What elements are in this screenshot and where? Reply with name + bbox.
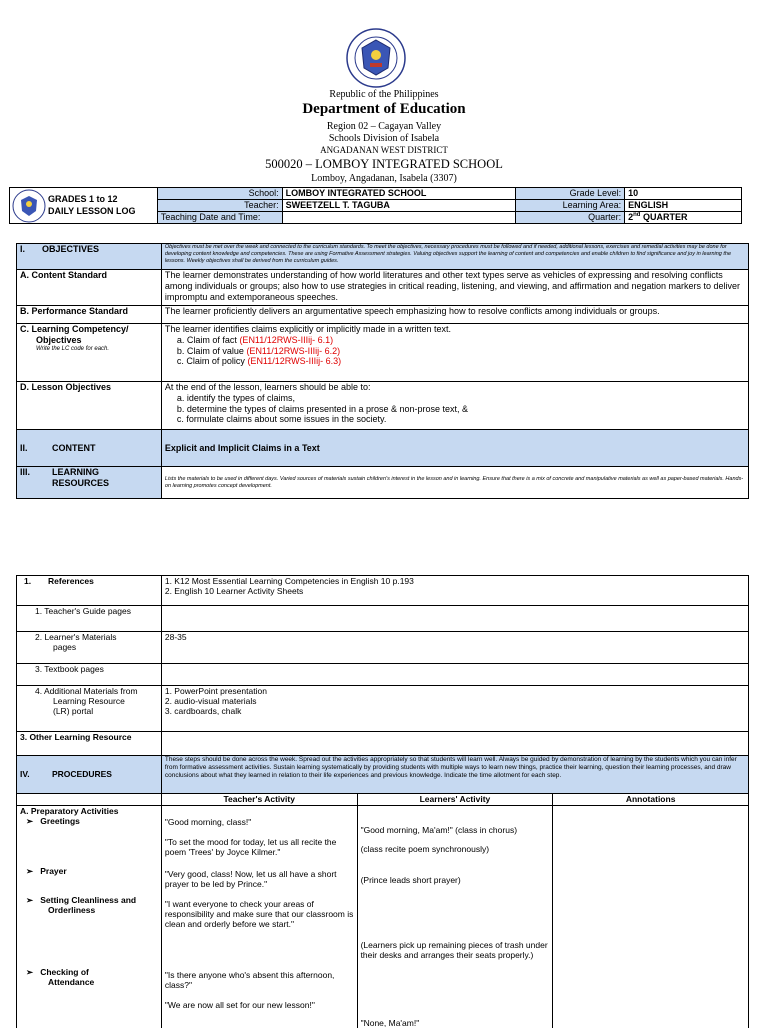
deped-seal-small-icon <box>12 189 46 223</box>
textbook-pages-value <box>161 664 748 686</box>
republic-line: Republic of the Philippines <box>0 89 768 100</box>
attendance-label: Checking of <box>40 967 89 977</box>
learner-poem-response: (class recite poem synchronously) <box>361 844 550 854</box>
cleanliness-step <box>20 895 158 905</box>
quarter-label: Quarter: <box>516 212 625 224</box>
dll-label: DAILY LESSON LOG <box>48 206 136 217</box>
resources-note: Lists the materials to be used in different days. Varied sources of materials sustain children's interest in the lesson and in learning. Ensure that there is a mix of concrete and manipulative materials as well as paper-based materials. Hands-on learning promotes concept development. <box>161 467 748 499</box>
procedures-label: PROCEDURES <box>52 769 112 779</box>
objectives-table <box>16 243 749 499</box>
claim-value-code: (EN11/12RWS-IIIij- 6.2) <box>246 346 340 356</box>
references-label: References <box>48 576 94 586</box>
attendance-step <box>20 967 158 977</box>
content-text: Explicit and Implicit Claims in a Text <box>161 430 748 467</box>
objectives-note: Objectives must be met over the week and connected to the curriculum standards. To meet the objectives, necessary procedures must be followed and if needed, additional lessons, exercises and remedial activities may be done for developing content knowledge and competencies. These are using Formative Assessment strategies. Valuing objectives support the learning of content and competencies and enable children to find significance and joy in learning the lessons. Weekly objectives shall be derived from the curriculum guides. <box>161 244 748 270</box>
objectives-heading <box>17 244 162 270</box>
region-line: Region 02 – Cagayan Valley <box>0 121 768 132</box>
arrow-bullet-icon: ➢ <box>26 866 33 876</box>
competency-text-cell <box>161 324 748 382</box>
teachers-guide-value <box>161 606 748 632</box>
cleanliness-label: Setting Cleanliness and <box>40 895 136 905</box>
grades-label: GRADES 1 to 12 <box>48 194 136 205</box>
info-table <box>9 187 742 224</box>
annotations-header: Annotations <box>553 794 749 806</box>
performance-standard-text: The learner proficiently delivers an argumentative speech emphasizing how to resolve conflicts among individuals or groups. <box>161 306 748 324</box>
school-title: 500020 – LOMBOY INTEGRATED SCHOOL <box>0 157 768 172</box>
learners-materials-value: 28-35 <box>161 632 748 664</box>
other-resource-value <box>161 732 748 756</box>
district-line: ANGADANAN WEST DISTRICT <box>0 145 768 155</box>
quarter-value <box>625 212 742 224</box>
date-label: Teaching Date and Time: <box>157 212 282 224</box>
address-line: Lomboy, Angadanan, Isabela (3307) <box>0 173 768 184</box>
objectives-num: I. <box>20 244 42 255</box>
resources-num: III. <box>20 467 52 478</box>
quarter-number: 2 <box>628 212 633 222</box>
content-label: CONTENT <box>52 443 96 453</box>
competency-label: C. Learning Competency/ <box>20 324 158 335</box>
learners-materials-label: 2. Learner's Materials <box>35 632 158 642</box>
claim-policy-code: (EN11/12RWS-IIIij- 6.3) <box>247 356 341 366</box>
division-line: Schools Division of Isabela <box>0 133 768 144</box>
teacher-activity-column <box>161 806 357 1028</box>
competency-text: The learner identifies claims explicitly or implicitly made in a written text. <box>165 324 745 335</box>
textbook-pages-label: 3. Textbook pages <box>17 664 162 686</box>
learner-activity-column <box>357 806 553 1028</box>
lc-code-note: Write the LC code for each. <box>20 346 158 353</box>
claim-fact-code: (EN11/12RWS-IIIij- 6.1) <box>239 335 333 345</box>
lesson-objective-item: a. identify the types of claims, <box>177 393 745 404</box>
objectives-label: OBJECTIVES <box>42 244 99 254</box>
lesson-objectives-cell <box>161 382 748 430</box>
reference-item: 1. K12 Most Essential Learning Competencies in English 10 p.193 <box>165 576 745 586</box>
prayer-step <box>20 866 158 876</box>
prayer-label: Prayer <box>40 866 66 876</box>
content-num: II. <box>20 443 52 454</box>
teacher-greeting: "Good morning, class!" <box>165 817 354 827</box>
learning-area-label: Learning Area: <box>516 200 625 212</box>
quarter-suffix: nd <box>633 212 640 218</box>
competency-cell <box>17 324 162 382</box>
additional-materials-cell <box>17 686 162 732</box>
learner-cleanliness-response: (Learners pick up remaining pieces of trash under their desks and arranges their seats properly.) <box>361 940 550 960</box>
additional-materials-sublabel-2: (LR) portal <box>35 706 158 716</box>
attendance-sublabel: Attendance <box>20 977 158 987</box>
teacher-activity-header: Teacher's Activity <box>161 794 357 806</box>
teacher-attendance-question: "Is there anyone who's absent this afternoon, class?" <box>165 970 354 990</box>
resources-heading <box>17 467 162 499</box>
date-value <box>282 212 516 224</box>
annotations-column <box>553 806 749 1028</box>
lesson-objective-item: b. determine the types of claims presented in a prose & non-prose text, & <box>177 404 745 415</box>
resources-label-2: RESOURCES <box>20 478 158 489</box>
references-num: 1. <box>20 576 48 586</box>
teacher-ready-statement: "We are now all set for our new lesson!" <box>165 1000 354 1010</box>
learners-materials-sublabel: pages <box>35 642 158 652</box>
lesson-objective-item: c. formulate claims about some issues in the society. <box>177 414 745 425</box>
claim-value-item: b. Claim of value (EN11/12RWS-IIIij- 6.2) <box>177 346 745 357</box>
preparatory-label: A. Preparatory Activities <box>20 806 158 816</box>
grade-level-label: Grade Level: <box>516 188 625 200</box>
references-heading <box>17 576 162 606</box>
school-value: LOMBOY INTEGRATED SCHOOL <box>282 188 516 200</box>
resources-label: LEARNING <box>52 467 99 477</box>
additional-materials-label: 4. Additional Materials from <box>35 686 158 696</box>
claim-policy-item: c. Claim of policy (EN11/12RWS-IIIij- 6.3) <box>177 356 745 367</box>
claim-fact-item: a. Claim of fact (EN11/12RWS-IIIij- 6.1) <box>177 335 745 346</box>
arrow-bullet-icon: ➢ <box>26 895 33 905</box>
procedures-heading <box>17 756 162 794</box>
department-title: Department of Education <box>0 101 768 118</box>
school-label: School: <box>157 188 282 200</box>
reference-item: 2. English 10 Learner Activity Sheets <box>165 586 745 596</box>
lesson-objectives-intro: At the end of the lesson, learners should be able to: <box>165 382 745 393</box>
quarter-text: QUARTER <box>640 212 687 222</box>
procedures-note: These steps should be done across the week. Spread out the activities appropriately so that students will learn well. Always be guided by demonstration of learning by the students which you can infer from formative assessment activities. Sustain learning systematically by providing students with multiple ways to learn new things, practice their learning, question their learning processes, and draw conclusions about what they learned in relation to their life experiences and previous knowledge. Indicate the time allotment for each step. <box>161 756 748 794</box>
material-item: 3. cardboards, chalk <box>165 706 745 716</box>
orderliness-label: Orderliness <box>20 905 158 915</box>
objectives-sublabel: Objectives <box>20 335 158 346</box>
additional-materials-sublabel: Learning Resource <box>35 696 158 706</box>
other-resource-label: 3. Other Learning Resource <box>17 732 162 756</box>
procedure-labels <box>17 806 162 1028</box>
learner-greeting: "Good morning, Ma'am!" (class in chorus) <box>361 825 550 835</box>
learner-attendance-response: "None, Ma'am!" <box>361 1018 550 1028</box>
procedures-num: IV. <box>20 769 52 779</box>
material-item: 2. audio-visual materials <box>165 696 745 706</box>
material-item: 1. PowerPoint presentation <box>165 686 745 696</box>
content-standard-text: The learner demonstrates understanding of how world literatures and other text types serve as vehicles of expressing and resolving conflicts among individuals or groups; also how to use strategies in critical reading, listening, and viewing, and affirmation and negation markers to deliver impromptu and extemporaneous speeches. <box>161 270 748 306</box>
references-list <box>161 576 748 606</box>
teacher-value: SWEETZELL T. TAGUBA <box>282 200 516 212</box>
content-heading <box>17 430 162 467</box>
arrow-bullet-icon: ➢ <box>26 967 33 977</box>
learning-area-value: ENGLISH <box>625 200 742 212</box>
deped-seal <box>346 28 406 88</box>
teacher-poem-instruction: "To set the mood for today, let us all recite the poem 'Trees' by Joyce Kilmer." <box>165 837 354 857</box>
teacher-cleanliness-instruction: "I want everyone to check your areas of responsibility and make sure that our classroom is clean and orderly before we start." <box>165 899 354 930</box>
arrow-bullet-icon: ➢ <box>26 816 33 826</box>
learner-activity-header: Learners' Activity <box>357 794 553 806</box>
learner-prayer-response: (Prince leads short prayer) <box>361 875 550 885</box>
teachers-guide-label: 1. Teacher's Guide pages <box>17 606 162 632</box>
content-standard-label: A. Content Standard <box>17 270 162 306</box>
learners-materials-cell <box>17 632 162 664</box>
performance-standard-label: B. Performance Standard <box>17 306 162 324</box>
greetings-step <box>20 816 158 826</box>
procedures-blank-header <box>17 794 162 806</box>
teacher-label: Teacher: <box>157 200 282 212</box>
lesson-objectives-label: D. Lesson Objectives <box>17 382 162 430</box>
teacher-prayer-instruction: "Very good, class! Now, let us all have a short prayer to be led by Prince." <box>165 869 354 889</box>
grade-level-value: 10 <box>625 188 742 200</box>
greetings-label: Greetings <box>40 816 80 826</box>
grades-cell <box>10 188 158 224</box>
additional-materials-list <box>161 686 748 732</box>
references-table <box>16 575 749 1028</box>
